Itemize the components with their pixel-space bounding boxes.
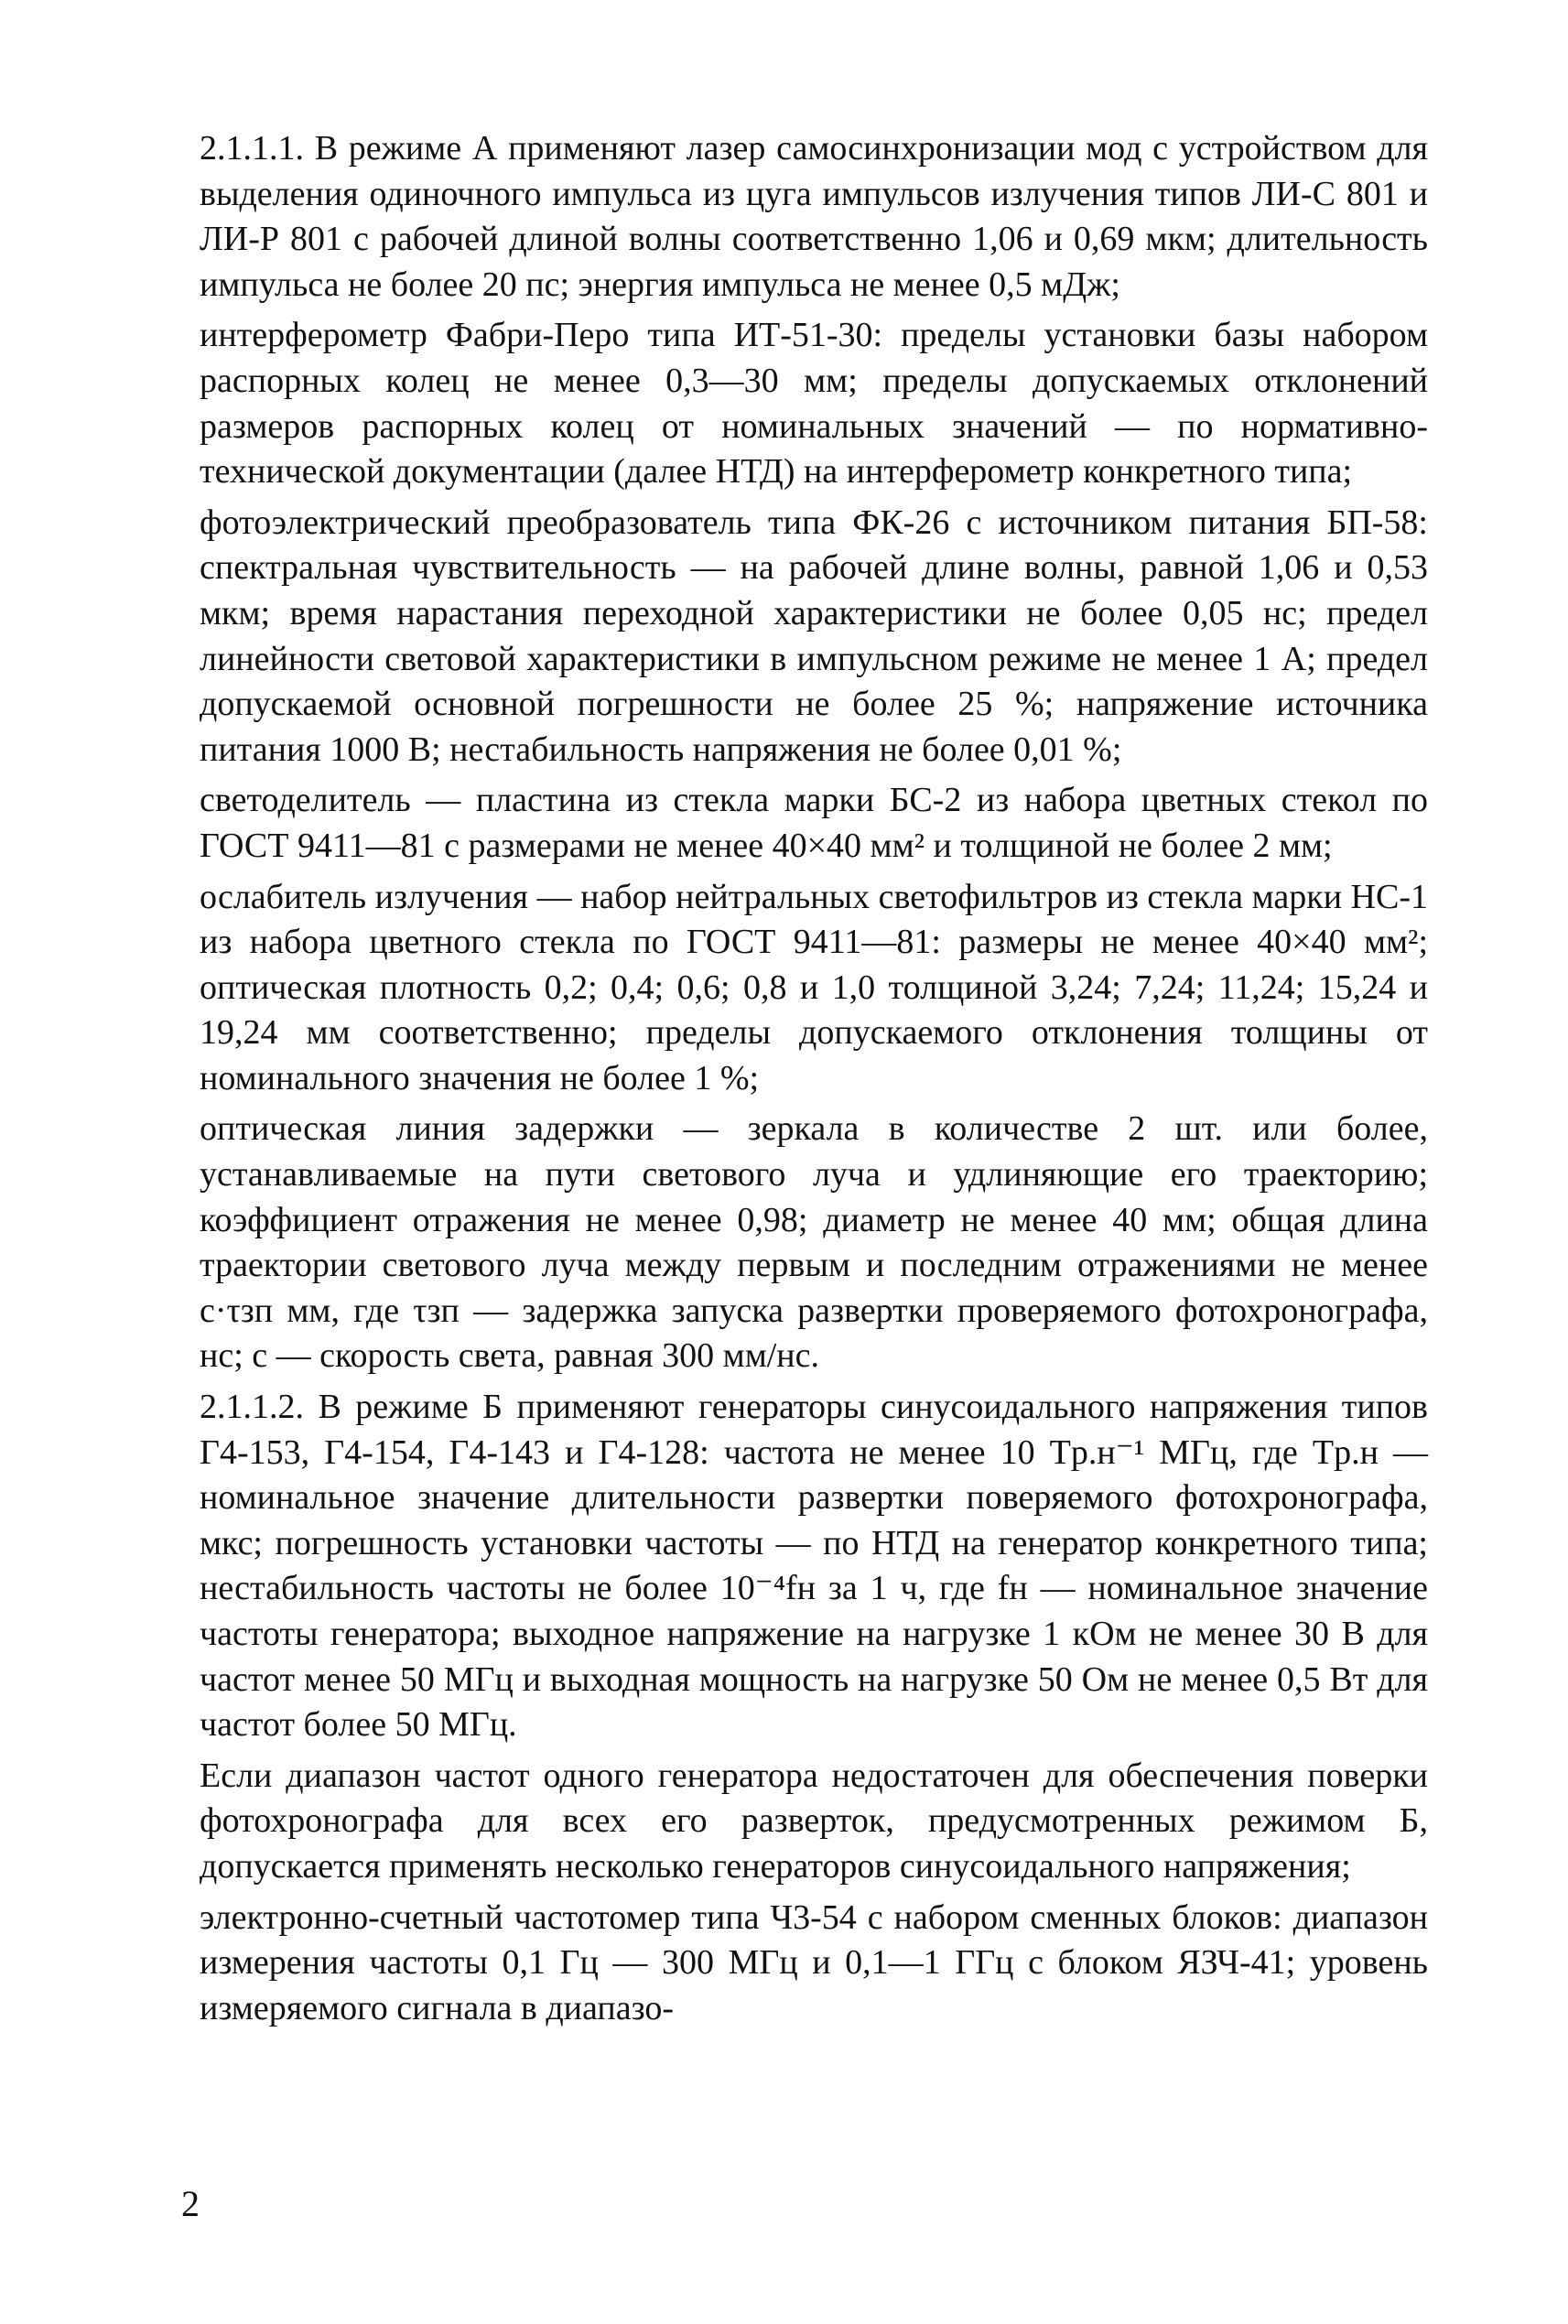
paragraph-attenuator: ослабитель излучения — набор нейтральных светофильтров из стекла марки НС-1 из набора цветного стекла по ГОСТ 9411—81: размеры не менее 40×40 мм²; оптическая плотность 0,2; 0,4; 0,6; 0,8 и 1,0 толщиной 3,24; 7,24; 11,24; 15,24 и 19,24 мм соответственно; пределы допускаемого отклонения толщины от номинального значения не более 1 %; xyxy=(200,877,1428,1097)
text-column xyxy=(181,126,1428,2031)
paragraph-interferometer: интерферометр Фабри-Перо типа ИТ-51-30: пределы установки базы набором распорных колец не менее 0,3—30 мм; пределы допускаемых отклонений размеров распорных колец от номинальных значений — по нормативно-технической документации (далее НТД) на интерферометр конкретного типа; xyxy=(200,316,1428,492)
paragraph-2-1-1-1: 2.1.1.1. В режиме А применяют лазер самосинхронизации мод с устройством для выделения одиночного импульса из цуга импульсов излучения типов ЛИ-С 801 и ЛИ-Р 801 с рабочей длиной волны соответственно 1,06 и 0,69 мкм; длительность импульса не более 20 пс; энергия импульса не менее 0,5 мДж; xyxy=(200,129,1428,304)
paragraph-2-1-1-2: 2.1.1.2. В режиме Б применяют генераторы синусоидального напряжения типов Г4-153, Г4-154, Г4-143 и Г4-128: частота не менее 10 Tр.н⁻¹ МГц, где Tр.н — номинальное значение длительности развертки поверяемого фотохронографа, мкс; погрешность установки частоты — по НТД на генератор конкретного типа; нестабильность частоты не более 10⁻⁴fн за 1 ч, где fн — номинальное значение частоты генератора; выходное напряжение на нагрузке 1 кОм не менее 30 В для частот менее 50 МГц и выходная мощность на нагрузке 50 Ом не менее 0,5 Вт для частот более 50 МГц. xyxy=(200,1388,1428,1745)
paragraph-photoelectric-converter: фотоэлектрический преобразователь типа ФК-26 с источником питания БП-58: спектральная чувствительность — на рабочей длине волны, равной 1,06 и 0,53 мкм; время нарастания переходной характеристики не более 0,05 нс; предел линейности световой характеристики в импульсном режиме не менее 1 А; предел допускаемой основной погрешности не более 25 %; напряжение источника питания 1000 В; нестабильность напряжения не более 0,01 %; xyxy=(200,503,1428,769)
paragraph-generator-range: Если диапазон частот одного генератора недостаточен для обеспечения поверки фотохронографа для всех его разверток, предусмотренных режимом Б, допускается применять несколько генераторов синусоидального напряжения; xyxy=(200,1756,1428,1886)
paragraph-delay-line: оптическая линия задержки — зеркала в количестве 2 шт. или более, устанавливаемые на пути светового луча и удлиняющие его траекторию; коэффициент отражения не менее 0,98; диаметр не менее 40 мм; общая длина траектории светового луча между первым и последним отражениями не менее c·τзп мм, где τзп — задержка запуска развертки проверяемого фотохронографа, нс; c — скорость света, равная 300 мм/нс. xyxy=(200,1109,1428,1376)
paragraph-frequency-counter: электронно-счетный частотомер типа Ч3-54 с набором сменных блоков: диапазон измерения частоты 0,1 Гц — 300 МГц и 0,1—1 ГГц с блоком ЯЗЧ-41; уровень измеряемого сигнала в диапазо- xyxy=(200,1897,1428,2027)
page-number: 2 xyxy=(181,2183,200,2224)
paragraph-beam-splitter: светоделитель — пластина из стекла марки БС-2 из набора цветных стекол по ГОСТ 9411—81 с размерами не менее 40×40 мм² и толщиной не более 2 мм; xyxy=(200,781,1428,865)
